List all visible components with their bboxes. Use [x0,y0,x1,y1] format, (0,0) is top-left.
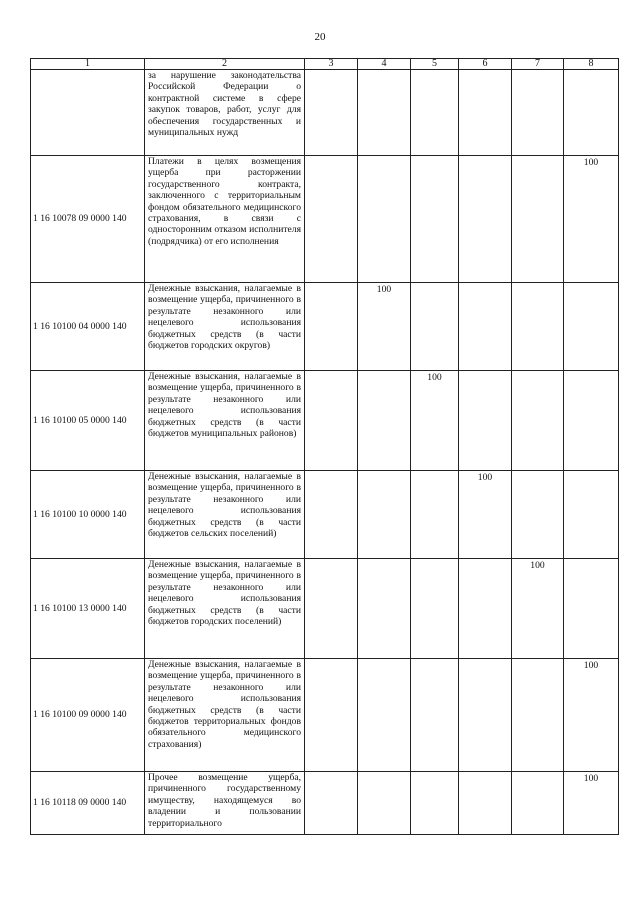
row-value-col-4 [358,156,411,283]
row-value-col-4 [358,70,411,156]
table-row [31,371,619,471]
header-col-4: 4 [358,59,411,70]
row-value-col-5 [411,156,459,283]
row-value-col-6 [459,371,512,471]
table-header-row [31,59,619,70]
row-value-col-8 [564,559,619,659]
row-code [31,70,145,156]
row-value-col-7: 100 [512,559,564,659]
row-value-col-3 [305,371,358,471]
row-value-col-6: 100 [459,471,512,559]
row-code: 1 16 10118 09 0000 140 [31,772,145,835]
page-number: 20 [314,31,326,43]
row-value-col-4 [358,559,411,659]
row-value-col-8: 100 [564,772,619,835]
row-value-col-4 [358,659,411,772]
row-value-col-8: 100 [564,156,619,283]
row-value-col-5 [411,772,459,835]
row-value-col-7 [512,659,564,772]
row-value-col-4 [358,772,411,835]
revenue-table [30,58,619,835]
row-value-col-5 [411,283,459,371]
row-code: 1 16 10100 05 0000 140 [31,371,145,471]
header-col-8: 8 [564,59,619,70]
row-value-col-7 [512,772,564,835]
row-value-col-3 [305,70,358,156]
row-value-col-3 [305,772,358,835]
row-value-col-6 [459,156,512,283]
row-name: Прочее возмещение ущерба, причиненного государственному имуществу, находящемуся во владении и пользовании территориального [145,772,305,835]
row-value-col-3 [305,471,358,559]
row-value-col-8 [564,371,619,471]
row-value-col-6 [459,659,512,772]
header-col-2: 2 [145,59,305,70]
table-row [31,772,619,835]
row-value-col-5 [411,70,459,156]
table-row [31,471,619,559]
row-value-col-4 [358,471,411,559]
row-code: 1 16 10100 10 0000 140 [31,471,145,559]
row-value-col-8 [564,283,619,371]
row-value-col-6 [459,70,512,156]
table-row [31,283,619,371]
row-value-col-8 [564,70,619,156]
row-value-col-7 [512,156,564,283]
row-value-col-5 [411,471,459,559]
row-value-col-5 [411,559,459,659]
row-value-col-6 [459,283,512,371]
row-value-col-5 [411,659,459,772]
header-col-6: 6 [459,59,512,70]
table-row [31,559,619,659]
table-row [31,156,619,283]
row-value-col-3 [305,559,358,659]
header-col-3: 3 [305,59,358,70]
row-code: 1 16 10100 04 0000 140 [31,283,145,371]
row-code: 1 16 10078 09 0000 140 [31,156,145,283]
row-name: Денежные взыскания, налагаемые в возмещение ущерба, причиненного в результате незаконного или нецелевого использования бюджетных средств (в части бюджетов городских округов) [145,283,305,371]
row-value-col-7 [512,283,564,371]
row-value-col-3 [305,156,358,283]
row-value-col-3 [305,659,358,772]
row-value-col-6 [459,772,512,835]
row-value-col-7 [512,471,564,559]
row-code: 1 16 10100 09 0000 140 [31,659,145,772]
row-value-col-4 [358,371,411,471]
row-value-col-3 [305,283,358,371]
row-value-col-8: 100 [564,659,619,772]
table-row [31,70,619,156]
row-value-col-7 [512,371,564,471]
row-name: Денежные взыскания, налагаемые в возмещение ущерба, причиненного в результате незаконного или нецелевого использования бюджетных средств (в части бюджетов городских поселений) [145,559,305,659]
row-value-col-6 [459,559,512,659]
table-row [31,659,619,772]
row-code: 1 16 10100 13 0000 140 [31,559,145,659]
row-value-col-5: 100 [411,371,459,471]
row-name: Денежные взыскания, налагаемые в возмещение ущерба, причиненного в результате незаконного или нецелевого использования бюджетных средств (в части бюджетов муниципальных районов) [145,371,305,471]
row-value-col-8 [564,471,619,559]
row-name: за нарушение законодательства Российской Федерации о контрактной системе в сфере закупок товаров, работ, услуг для обеспечения государственных и муниципальных нужд [145,70,305,156]
header-col-5: 5 [411,59,459,70]
row-name: Денежные взыскания, налагаемые в возмещение ущерба, причиненного в результате незаконного или нецелевого использования бюджетных средств (в части бюджетов территориальных фондов обязательного медицинского страхования) [145,659,305,772]
row-name: Денежные взыскания, налагаемые в возмещение ущерба, причиненного в результате незаконного или нецелевого использования бюджетных средств (в части бюджетов сельских поселений) [145,471,305,559]
row-value-col-7 [512,70,564,156]
header-col-7: 7 [512,59,564,70]
header-col-1: 1 [31,59,145,70]
row-name: Платежи в целях возмещения ущерба при расторжении государственного контракта, заключенного с территориальным фондом обязательного медицинского страхования, в связи с односторонним отказом исполнителя (подрядчика) от его исполнения [145,156,305,283]
row-value-col-4: 100 [358,283,411,371]
